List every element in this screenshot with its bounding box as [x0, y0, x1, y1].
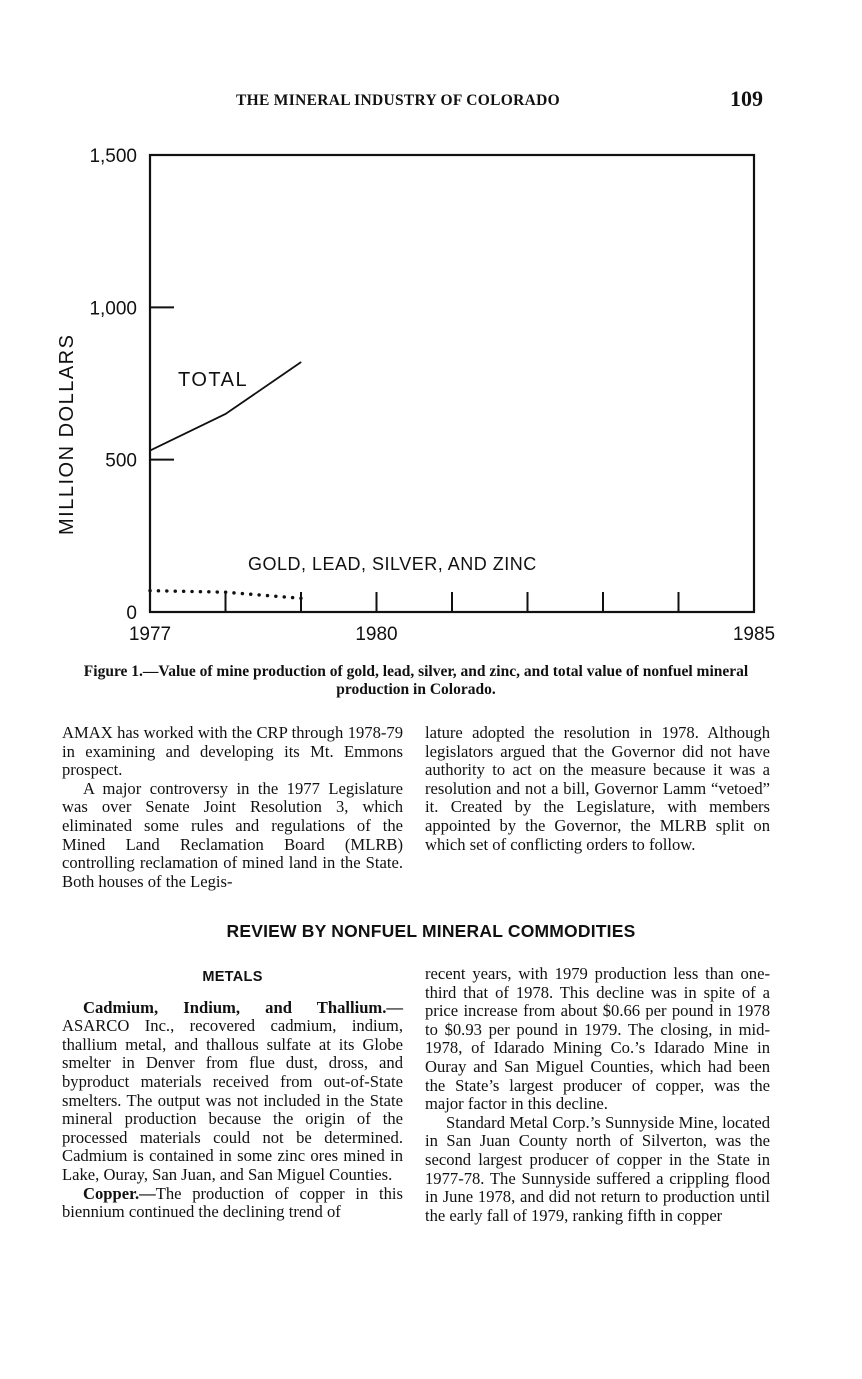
run-in-heading: Cadmium, Indium, and Thallium.—: [83, 997, 403, 1017]
y-tick-label: 1,500: [89, 146, 137, 167]
y-axis-tick-labels: [89, 146, 137, 624]
data-point: [225, 413, 226, 414]
right-column-top: [425, 724, 770, 854]
data-point: [150, 450, 151, 451]
paragraph: AMAX has worked with the CRP through 1978-79 in examining and developing its Mt. Emmons prospect.: [62, 723, 403, 780]
data-point: [301, 598, 302, 599]
y-tick-label: 500: [105, 450, 137, 472]
left-column-top: [62, 724, 403, 891]
paragraph: Standard Metal Corp.’s Sunnyside Mine, located in San Juan County north of Silverton, was the second largest producer of copper in the State in 1977-78. The Sunnyside suffered a crippling flood in June 1978, and did not return to production until the early fall of 1979, ranking fifth in copper: [425, 1112, 770, 1225]
y-axis-label: MILLION DOLLARS: [56, 333, 78, 535]
x-axis-ticks: [226, 592, 679, 612]
paragraph: lature adopted the resolution in 1978. Although legislators argued that the Governor did not have authority to act on the measure because it was a resolution and not a bill, Governor Lamm “vetoed” it. Created by the Legislature, with members appointed by the Governor, the MLRB split on which set of conflicting orders to follow.: [425, 723, 770, 854]
y-tick-label: 1,000: [89, 298, 137, 320]
figure-1: [0, 140, 862, 660]
figure-caption: Figure 1.—Value of mine production of gold, lead, silver, and zinc, and total value of nonfuel mineral production in Colorado.: [83, 663, 749, 698]
x-axis-tick-labels: [129, 624, 775, 645]
line-chart: [0, 140, 862, 660]
page-number: 109: [730, 86, 763, 111]
paragraph-copper: [62, 1185, 403, 1222]
running-title: THE MINERAL INDUSTRY OF COLORADO: [236, 92, 560, 109]
x-tick-label: 1980: [355, 624, 398, 645]
data-point: [225, 592, 226, 593]
paragraph-text: ASARCO Inc., recovered cadmium, indium, thallium metal, and thallous sulfate at its Globe smelter in Denver from flue dust, dross, and byproduct materials received from out-of-State smelters. The output was not included in the State mineral production because the origin of the processed materials could not be determined. Cadmium is contained in some zinc ores mined in Lake, Ouray, San Juan, and San Miguel Counties.: [62, 1016, 403, 1184]
paragraph-cadmium: [62, 999, 403, 1185]
y-axis-ticks: [150, 307, 174, 459]
paragraph: recent years, with 1979 production less than one-third that of 1978. This decline was in spite of a price increase from about $0.66 per pound in 1978 to $0.93 per pound in 1979. The closing, in mid-1978, of Idarado Mining Co.’s Idarado Mine in Ouray and San Miguel Counties, which had been the State’s largest producer of copper, was the major factor in this decline.: [425, 964, 770, 1114]
y-tick-label: 0: [126, 603, 137, 624]
left-column-bottom: [62, 968, 403, 1222]
data-point: [301, 362, 302, 363]
series-label-gold-lead-silver-zinc: GOLD, LEAD, SILVER, AND ZINC: [248, 554, 537, 574]
paragraph: A major controversy in the 1977 Legislature was over Senate Joint Resolution 3, which eliminated some rules and regulations of the Mined Land Reclamation Board (MLRB) controlling reclamation of mined land in the State. Both houses of the Legis-: [62, 778, 403, 891]
metals-heading: METALS: [202, 969, 263, 985]
x-tick-label: 1985: [732, 624, 776, 645]
section-heading: REVIEW BY NONFUEL MINERAL COMMODITIES: [226, 921, 636, 941]
series-label-total: TOTAL: [178, 369, 249, 391]
paragraph-text: The production of copper in this biennium continued the declining trend of: [62, 1183, 403, 1222]
x-tick-label: 1977: [128, 624, 172, 645]
right-column-bottom: [425, 965, 770, 1225]
run-in-heading: Copper.—: [83, 1183, 156, 1203]
data-point: [150, 590, 151, 591]
